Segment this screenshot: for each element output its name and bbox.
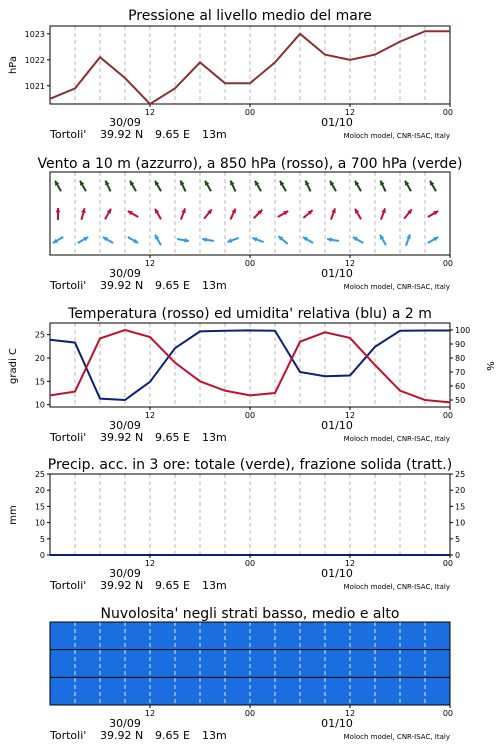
y-tick-label-right: 50 [455, 396, 466, 405]
cloud-title: Nuvolosita' negli strati basso, medio e alto [100, 606, 400, 622]
date-label: 30/09 [109, 116, 141, 129]
pressure-xaxis [145, 104, 453, 117]
x-tick-label: 12 [344, 259, 356, 268]
wind-arrow-700hpa [105, 181, 110, 192]
temp-hum-title: Temperatura (rosso) ed umidita' relativa (blu) a 2 m [68, 306, 432, 322]
y-tick-label-right: 20 [455, 486, 466, 496]
wind-arrow-10m [53, 237, 63, 243]
x-tick-label: 00 [244, 559, 256, 568]
station-lon: 9.65 E [155, 431, 190, 444]
station-name: Tortoli' [50, 279, 87, 292]
y-tick-label: 20 [34, 354, 45, 363]
y-tick-label-right: 70 [455, 368, 466, 377]
precip-panel [8, 457, 465, 592]
precip-ylabel: mm [8, 505, 19, 525]
wind-arrow-700hpa [305, 181, 310, 192]
pressure-yticks [25, 30, 50, 91]
wind-arrow-850hpa [278, 211, 288, 217]
y-tick-label: 10 [34, 400, 45, 410]
x-tick-label: 00 [442, 259, 453, 268]
y-tick-label: 5 [39, 534, 45, 544]
date-label: 01/10 [321, 717, 353, 730]
date-label: 01/10 [321, 116, 353, 129]
wind-arrow-850hpa [128, 211, 138, 217]
wind-arrow-850hpa [81, 208, 86, 220]
x-tick-label: 00 [244, 259, 256, 268]
x-tick-label: 12 [344, 559, 356, 568]
wind-arrow-10m [406, 234, 411, 245]
y-tick-label: 15 [34, 502, 45, 512]
x-tick-label: 12 [344, 108, 356, 117]
wind-arrow-850hpa [56, 208, 61, 220]
station-name: Tortoli' [50, 729, 87, 742]
date-label: 01/10 [321, 419, 353, 432]
station-lon: 9.65 E [155, 279, 190, 292]
wind-arrows [53, 181, 438, 246]
wind-arrow-850hpa [404, 209, 412, 218]
precip-xaxis [145, 555, 453, 568]
x-tick-label: 00 [442, 709, 453, 718]
wind-arrow-700hpa [55, 181, 61, 191]
date-label: 30/09 [109, 267, 141, 280]
temp-hum-footer [49, 419, 450, 444]
wind-arrow-10m [252, 237, 263, 242]
wind-arrow-10m [380, 235, 386, 245]
wind-arrow-850hpa [303, 210, 312, 218]
wind-arrow-850hpa [181, 208, 186, 219]
wind-arrow-10m [428, 237, 438, 243]
wind-arrow-10m [202, 237, 214, 242]
y-tick-label-right: 5 [455, 534, 461, 544]
x-tick-label: 12 [344, 411, 356, 420]
wind-arrow-850hpa [254, 210, 262, 218]
date-label: 30/09 [109, 419, 141, 432]
precip-plot-frame [50, 474, 450, 555]
y-tick-label: 10 [34, 518, 45, 528]
wind-arrow-700hpa [380, 181, 385, 192]
wind-arrow-850hpa [105, 209, 111, 219]
model-credit: Moloch model, CNR-ISAC, Italy [343, 283, 450, 291]
station-name: Tortoli' [50, 431, 87, 444]
precip-title: Precip. acc. in 3 ore: totale (verde), frazione solida (tratt.) [47, 457, 453, 473]
wind-arrow-head [56, 208, 61, 212]
wind-arrow-850hpa [428, 211, 438, 217]
temp-yticks [35, 331, 50, 410]
model-credit: Moloch model, CNR-ISAC, Italy [343, 733, 450, 741]
y-tick-label: 25 [34, 470, 45, 479]
wind-arrow-700hpa [155, 181, 161, 191]
x-tick-label: 12 [144, 259, 156, 268]
wind-arrow-700hpa [330, 181, 336, 191]
y-tick-label: 1022 [24, 55, 45, 65]
x-tick-label: 00 [442, 559, 453, 568]
date-label: 01/10 [321, 567, 353, 580]
x-tick-label: 12 [144, 411, 156, 420]
y-tick-label-right: 80 [455, 354, 466, 363]
wind-arrow-700hpa [180, 181, 185, 192]
precip-footer [49, 567, 450, 592]
pressure-footer [49, 116, 450, 141]
y-tick-label-right: 25 [455, 470, 466, 479]
temp-ylabel: gradi C [8, 348, 19, 384]
station-name: Tortoli' [50, 128, 87, 141]
y-tick-label: 1021 [24, 81, 45, 91]
station-altitude: 13m [202, 279, 227, 292]
y-tick-label-right: 10 [455, 518, 466, 528]
wind-arrow-10m [227, 238, 238, 243]
wind-arrow-850hpa [230, 209, 235, 220]
y-tick-label: 25 [34, 330, 45, 340]
wind-title: Vento a 10 m (azzurro), a 850 hPa (rosso), a 700 hPa (verde) [37, 156, 463, 172]
station-altitude: 13m [202, 729, 227, 742]
pressure-title: Pressione al livello medio del mare [128, 8, 372, 24]
station-lon: 9.65 E [155, 729, 190, 742]
wind-arrow-700hpa [280, 181, 286, 191]
x-tick-label: 00 [442, 108, 453, 117]
wind-arrow-700hpa [355, 181, 361, 191]
station-name: Tortoli' [50, 579, 87, 592]
precip-vgrid [75, 474, 425, 555]
pressure-ylabel: hPa [8, 55, 19, 75]
x-tick-label: 12 [144, 108, 156, 117]
wind-arrow-10m [327, 237, 339, 242]
wind-arrow-700hpa [405, 181, 411, 191]
temp-hum-panel [8, 306, 495, 444]
wind-arrow-10m [353, 237, 363, 243]
wind-arrow-10m [177, 238, 189, 243]
x-tick-label: 00 [442, 411, 453, 420]
wind-arrow-850hpa [355, 209, 361, 219]
wind-arrow-10m [278, 236, 287, 244]
date-label: 30/09 [109, 717, 141, 730]
x-tick-label: 12 [344, 709, 356, 718]
y-tick-label-right: 15 [455, 502, 466, 512]
wind-panel [37, 156, 462, 292]
y-tick-label-right: 0 [455, 551, 461, 560]
temp-hum-xaxis [145, 407, 453, 420]
pressure-panel [8, 8, 453, 141]
model-credit: Moloch model, CNR-ISAC, Italy [343, 132, 450, 140]
station-lat: 39.92 N [100, 431, 144, 444]
hum-ylabel: % [484, 361, 495, 371]
station-altitude: 13m [202, 579, 227, 592]
wind-arrow-850hpa [331, 208, 336, 219]
station-lon: 9.65 E [155, 128, 190, 141]
y-tick-label: 15 [34, 377, 45, 387]
y-tick-label-right: 100 [455, 326, 471, 335]
wind-xaxis [145, 255, 453, 268]
station-lat: 39.92 N [100, 279, 144, 292]
wind-arrow-700hpa [255, 181, 261, 191]
x-tick-label: 12 [144, 559, 156, 568]
y-tick-label: 1023 [24, 29, 45, 39]
wind-arrow-700hpa [230, 181, 235, 192]
y-tick-label-right: 60 [455, 382, 466, 391]
station-lat: 39.92 N [100, 729, 144, 742]
wind-arrow-850hpa [204, 209, 212, 218]
wind-arrow-700hpa [80, 181, 86, 191]
wind-vgrid [75, 172, 425, 255]
x-tick-label: 00 [244, 709, 256, 718]
station-altitude: 13m [202, 128, 227, 141]
wind-arrow-10m [128, 237, 138, 243]
cloud-footer [49, 717, 450, 742]
station-lat: 39.92 N [100, 579, 144, 592]
y-tick-label: 20 [34, 486, 45, 496]
wind-footer [49, 267, 450, 292]
wind-arrow-850hpa [155, 209, 161, 219]
wind-arrow-850hpa [381, 208, 386, 219]
model-credit: Moloch model, CNR-ISAC, Italy [343, 435, 450, 443]
wind-arrow-700hpa [205, 181, 211, 191]
x-tick-label: 12 [144, 709, 156, 718]
cloud-xaxis [145, 705, 453, 718]
x-tick-label: 00 [244, 108, 256, 117]
model-credit: Moloch model, CNR-ISAC, Italy [343, 583, 450, 591]
wind-arrow-700hpa [430, 181, 436, 191]
date-label: 30/09 [109, 567, 141, 580]
wind-arrow-10m [303, 237, 313, 243]
wind-arrow-700hpa [130, 181, 136, 191]
pressure-vgrid [75, 26, 425, 104]
station-lat: 39.92 N [100, 128, 144, 141]
wind-arrow-10m [78, 237, 88, 243]
date-label: 01/10 [321, 267, 353, 280]
wind-arrow-10m [103, 237, 113, 243]
y-tick-label-right: 90 [455, 340, 466, 349]
station-altitude: 13m [202, 431, 227, 444]
x-tick-label: 00 [244, 411, 256, 420]
station-lon: 9.65 E [155, 579, 190, 592]
y-tick-label: 0 [39, 551, 45, 560]
wind-arrow-10m [155, 235, 161, 245]
cloud-panel [49, 606, 453, 742]
hum-yticks [450, 326, 470, 405]
